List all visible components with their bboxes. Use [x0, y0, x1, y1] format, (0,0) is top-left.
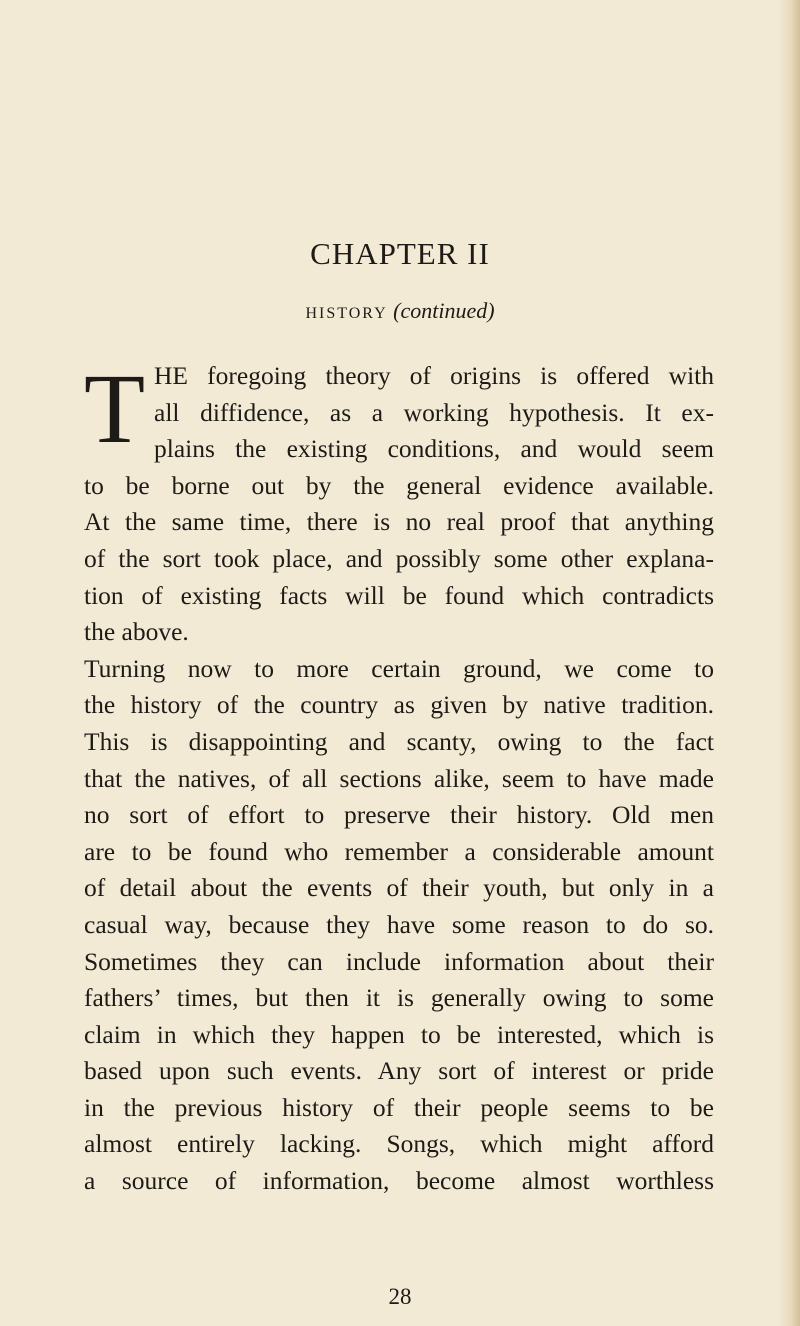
text-line: almost entirely lacking. Songs, which might afford: [84, 1129, 714, 1159]
text-line: the above.: [84, 617, 189, 647]
subtitle-continued: (continued): [393, 298, 495, 323]
text-line: Turning now to more certain ground, we come to: [84, 653, 714, 683]
subtitle-history: HISTORY: [305, 305, 388, 322]
page-edge-shadow: [778, 0, 800, 1326]
opening-paragraph: [84, 353, 714, 468]
text-line: tion of existing facts will be found which contradicts: [84, 580, 714, 610]
text-line: At the same time, there is no real proof that anything: [84, 507, 714, 537]
text-line: Sometimes they can include information about their: [84, 946, 714, 976]
drop-cap: T: [84, 353, 146, 464]
paragraph-2: [84, 651, 714, 1200]
chapter-title: CHAPTER II: [310, 236, 490, 271]
text-line: of detail about the events of their youth, but only in a: [84, 873, 714, 903]
text-line: that the natives, of all sections alike, seem to have made: [84, 763, 714, 793]
text-line: no sort of effort to preserve their history. Old men: [84, 800, 714, 830]
paragraph-1-continued: [84, 468, 714, 651]
text-line: the history of the country as given by native tradition.: [84, 690, 714, 720]
text-line: a source of information, become almost worthless: [84, 1166, 714, 1196]
text-line: plains the existing conditions, and would seem: [154, 434, 714, 464]
page-number: 28: [388, 1284, 412, 1309]
text-line: of the sort took place, and possibly some other explana-: [84, 543, 714, 573]
text-line: based upon such events. Any sort of interest or pride: [84, 1056, 714, 1086]
text-line: all diffidence, as a working hypothesis. It ex-: [154, 397, 714, 427]
text-line: in the previous history of their people seems to be: [84, 1092, 714, 1122]
text-line: fathers’ times, but then it is generally owing to some: [84, 983, 714, 1013]
chapter-subtitle: [0, 296, 800, 329]
drop-cap-lines: [154, 358, 714, 468]
text-line: This is disappointing and scanty, owing to the fact: [84, 726, 714, 756]
text-line: claim in which they happen to be interested, which is: [84, 1019, 714, 1049]
body-text: [84, 353, 714, 1200]
text-line: casual way, because they have some reason to do so.: [84, 909, 714, 939]
text-line: are to be found who remember a considerable amount: [84, 836, 714, 866]
text-line: HE foregoing theory of origins is offered with: [154, 361, 714, 390]
text-line: to be borne out by the general evidence available.: [84, 470, 714, 500]
